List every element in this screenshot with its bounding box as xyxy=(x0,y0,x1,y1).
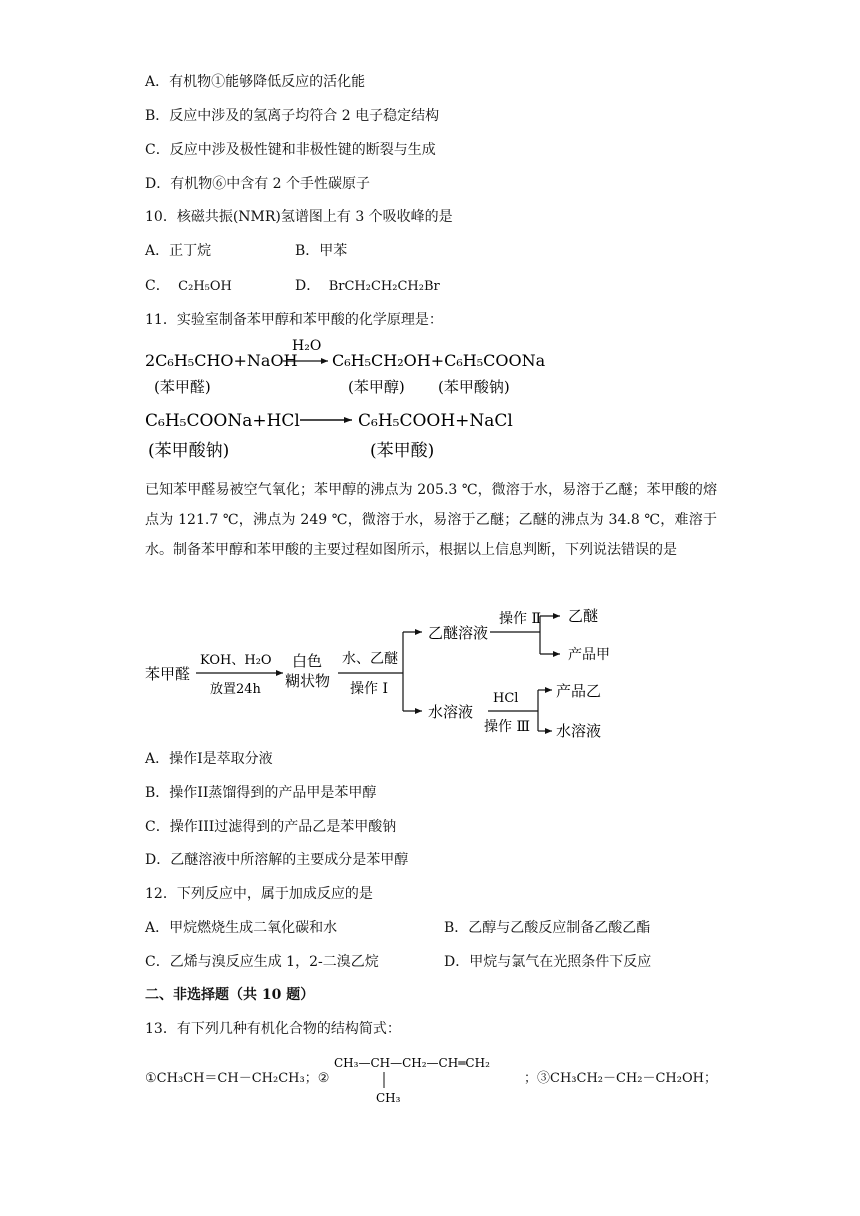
flow-step2-bottom: 操作 I xyxy=(350,681,388,697)
flow-aqueous2: 水溶液 xyxy=(556,722,602,740)
flow-product1-line1: 白色 xyxy=(292,652,323,670)
q12-option-b: B．乙醇与乙酸反应制备乙酸乙酯 xyxy=(444,920,651,936)
eq2-label-left: (苯甲酸钠) xyxy=(148,441,230,461)
flow-step1-top: KOH、H₂O xyxy=(200,653,272,668)
q13-formula-2-branch: CH₃ xyxy=(376,1091,401,1105)
flow-arrowhead-product-b xyxy=(545,687,552,693)
flow-product1-line2: 糊状物 xyxy=(285,672,331,690)
q12-option-a: A．甲烷燃烧生成二氧化碳和水 xyxy=(145,920,338,936)
flow-start: 苯甲醛 xyxy=(145,665,191,683)
q11-option-a: A．操作I是萃取分液 xyxy=(145,751,273,767)
flow-product-b: 产品乙 xyxy=(556,682,602,700)
eq1-label-mid: (苯甲醇) xyxy=(348,378,405,396)
flow-arrowhead-1 xyxy=(276,670,283,676)
flow-step1-bottom: 放置24h xyxy=(210,682,261,697)
q13-formula-3: ；③CH₃CH₂－CH₂－CH₂OH； xyxy=(524,1071,717,1086)
eq2-label-right: (苯甲酸) xyxy=(370,441,435,461)
q13-stem: 13．有下列几种有机化合物的结构简式： xyxy=(145,1021,401,1037)
eq1-label-left: (苯甲醛) xyxy=(154,378,211,396)
flow-arrowhead-top xyxy=(415,629,422,635)
q10-option-b: B．甲苯 xyxy=(295,243,348,259)
flow-hcl: HCl xyxy=(493,691,519,706)
q10-option-c-label: C． xyxy=(145,278,170,294)
flow-step2-top: 水、乙醚 xyxy=(342,651,398,667)
eq2-arrowhead xyxy=(344,417,352,423)
q13-formula-2 xyxy=(332,1050,528,1106)
flow-arrowhead-ether xyxy=(553,613,560,619)
flow-diagram xyxy=(140,600,640,750)
q12-stem: 12．下列反应中，属于加成反应的是 xyxy=(145,886,373,902)
flow-product-a: 产品甲 xyxy=(568,647,610,663)
q13-formula-1: ①CH₃CH＝CH－CH₂CH₃；② xyxy=(145,1071,330,1086)
flow-arrowhead-aqueous2 xyxy=(545,728,552,734)
section-heading: 二、非选择题（共 10 题） xyxy=(145,987,315,1003)
q9-option-a: A．有机物①能够降低反应的活化能 xyxy=(145,74,366,90)
eq1-condition: H₂O xyxy=(292,338,322,354)
reaction-equations xyxy=(140,334,560,464)
q11-option-b: B．操作II蒸馏得到的产品甲是苯甲醇 xyxy=(145,785,377,801)
q13-formula-2-main: CH₃—CH—CH₂—CH═CH₂ xyxy=(334,1056,490,1070)
q10-option-c-formula: C₂H₅OH xyxy=(178,279,232,294)
q9-option-d: D．有机物⑥中含有 2 个手性碳原子 xyxy=(145,176,371,192)
q10-option-d-label: D． xyxy=(295,278,321,294)
eq1-right: C₆H₅CH₂OH+C₆H₅COONa xyxy=(332,351,546,370)
q11-option-c: C．操作III过滤得到的产品乙是苯甲酸钠 xyxy=(145,819,397,835)
flow-aqueous: 水溶液 xyxy=(428,703,474,721)
q11-info: 已知苯甲醛易被空气氧化；苯甲醇的沸点为 205.3 ℃，微溶于水，易溶于乙醚；苯甲酸的熔点为 121.7 ℃，沸点为 249 ℃，微溶于水，易溶于乙醚；乙醚的沸点为 34.8 ℃，难溶于水。制备苯甲醇和苯甲酸的主要过程如图所示，根据以上信息判断，下列说法错误的是 xyxy=(145,482,717,558)
q9-option-c: C．反应中涉及极性键和非极性键的断裂与生成 xyxy=(145,142,436,158)
eq2-left: C₆H₅COONa+HCl xyxy=(145,411,300,431)
eq1-left: 2C₆H₅CHO+NaOH xyxy=(145,351,298,370)
flow-arrowhead-bottom xyxy=(415,708,422,714)
flow-ether: 乙醚 xyxy=(568,607,599,625)
flow-arrowhead-product-a xyxy=(553,651,560,657)
q10-option-a: A．正丁烷 xyxy=(145,243,212,259)
q12-option-d: D．甲烷与氯气在光照条件下反应 xyxy=(444,954,652,970)
q12-option-c: C．乙烯与溴反应生成 1，2-二溴乙烷 xyxy=(145,954,379,970)
q10-option-d xyxy=(295,276,440,297)
q10-option-d-formula: BrCH₂CH₂CH₂Br xyxy=(328,279,440,294)
q10-option-c xyxy=(145,276,232,297)
flow-op3: 操作 Ⅲ xyxy=(484,719,530,735)
flow-op2: 操作 Ⅱ xyxy=(499,611,541,627)
q10-stem: 10．核磁共振(NMR)氢谱图上有 3 个吸收峰的是 xyxy=(145,209,453,225)
q11-stem: 11．实验室制备苯甲醇和苯甲酸的化学原理是： xyxy=(145,312,443,328)
q9-option-b: B．反应中涉及的氢离子均符合 2 电子稳定结构 xyxy=(145,108,440,124)
flow-ether-solution: 乙醚溶液 xyxy=(428,624,489,642)
eq1-label-right: (苯甲酸钠) xyxy=(438,378,510,396)
q11-option-d: D．乙醚溶液中所溶解的主要成分是苯甲醇 xyxy=(145,852,409,868)
eq2-right: C₆H₅COOH+NaCl xyxy=(358,411,513,431)
eq1-arrowhead xyxy=(321,358,328,364)
